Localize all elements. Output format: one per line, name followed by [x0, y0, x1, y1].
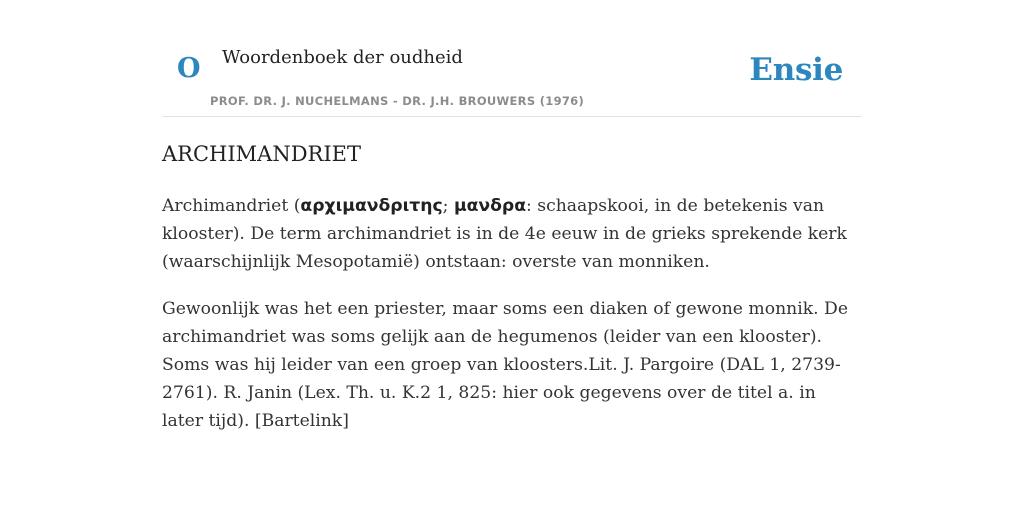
letter-icon[interactable]: O [177, 53, 201, 84]
paragraph-1-rest: : schaapskooi, in de betekenis van klooster). De term archimandriet is in de 4e eeuw in de grieks sprekende kerk (waarschijnlijk Mesopotamië) ontstaan: overste van monniken. [162, 196, 847, 272]
entry-title: ARCHIMANDRIET [162, 142, 361, 166]
greek-separator: ; [442, 196, 454, 216]
paragraph-1 [162, 192, 862, 276]
greek-term-archimandrites: αρχιμανδριτης [300, 196, 443, 216]
greek-term-mandra: μανδρα [453, 196, 527, 216]
entry-body [162, 192, 862, 454]
paragraph-1-intro: Archimandriet ( [162, 196, 301, 216]
authors-line: PROF. DR. J. NUCHELMANS - DR. J.H. BROUWERS (1976) [210, 94, 585, 108]
paragraph-2: Gewoonlijk was het een priester, maar soms een diaken of gewone monnik. De archimandriet was soms gelijk aan de hegumenos (leider van een klooster). Soms was hij leider van een groep van kloosters.Lit. J. Pargoire (DAL 1, 2739-2761). R. Janin (Lex. Th. u. K.2 1, 825: hier ook gegevens over de titel a. in later tijd). [Bartelink] [162, 299, 848, 431]
dictionary-header [162, 0, 862, 117]
dictionary-title-link[interactable]: Woordenboek der oudheid [222, 47, 463, 68]
ensie-logo[interactable]: Ensie [749, 52, 843, 88]
